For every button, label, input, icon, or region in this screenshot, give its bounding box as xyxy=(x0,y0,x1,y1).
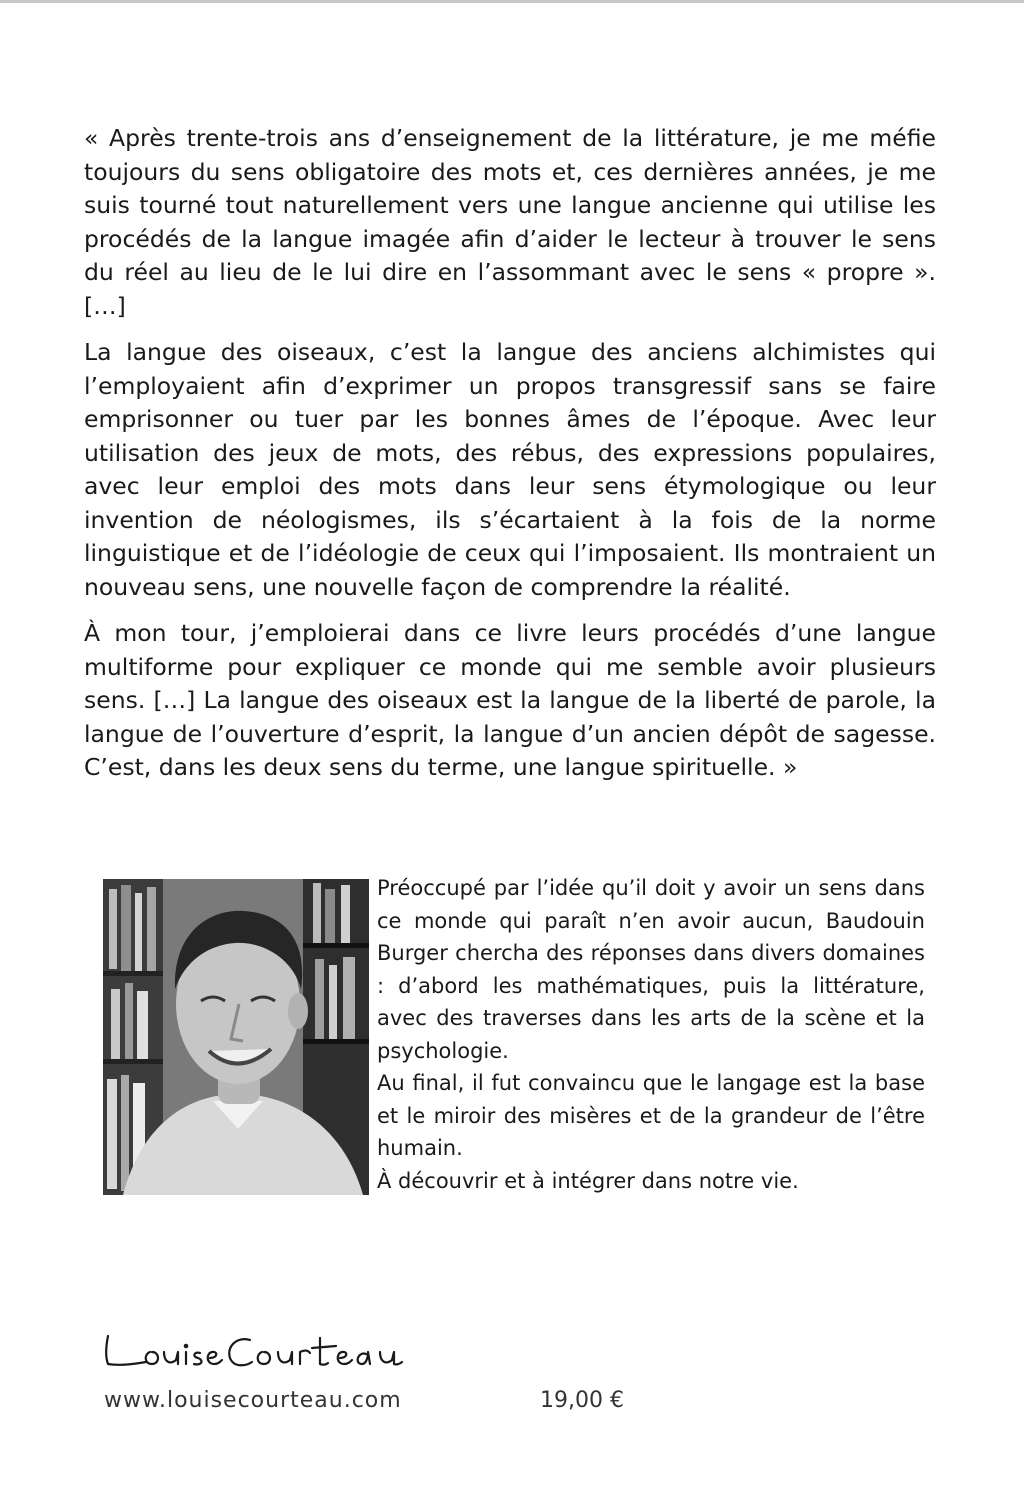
top-edge-rule xyxy=(0,0,1024,3)
author-bio xyxy=(377,872,925,1197)
quote-paragraph-2: La langue des oiseaux, c’est la langue des anciens alchimistes qui l’employaient afin d’exprimer un propos transgressif sans se faire emprisonner ou tuer par les bonnes âmes de l’époque. Avec leur utilisation des jeux de mots, des rébus, des expressions populaires, avec leur emploi des mots dans leur sens étymologique ou leur invention de néologismes, ils s’écartaient à la fois de la norme linguistique et de l’idéologie de ceux qui l’imposaient. Ils montraient un nouveau sens, une nouvelle façon de comprendre la réalité. xyxy=(84,338,936,601)
back-cover-quote xyxy=(84,122,936,798)
bio-paragraph-3: À découvrir et à intégrer dans notre vie. xyxy=(377,1168,799,1193)
bio-paragraph-2: Au final, il fut convaincu que le langage est la base et le miroir des misères et de la grandeur de l’être humain. xyxy=(377,1071,925,1160)
signature-icon xyxy=(100,1318,430,1378)
author-portrait-image xyxy=(103,879,369,1195)
quote-paragraph-3: À mon tour, j’emploierai dans ce livre leurs procédés d’une langue multiforme pour expliquer ce monde qui me semble avoir plusieurs sens. […] La langue des oiseaux est la langue de la liberté de parole, la langue de l’ouverture d’esprit, la langue d’un ancien dépôt de sagesse. C’est, dans les deux sens du terme, une langue spirituelle. » xyxy=(84,619,936,781)
author-photo xyxy=(103,879,369,1195)
bio-paragraph-1: Préoccupé par l’idée qu’il doit y avoir un sens dans ce monde qui paraît n’en avoir aucun, Baudouin Burger chercha des réponses dans divers domaines : d’abord les mathématiques, puis la littérature, avec des traverses dans les arts de la scène et la psychologie. xyxy=(377,876,925,1063)
quote-paragraph-1: « Après trente-trois ans d’enseignement de la littérature, je me méfie toujours du sens obligatoire des mots et, ces dernières années, je me suis tourné tout naturellement vers une langue ancienne qui utilise les procédés de la langue imagée afin d’aider le lecteur à trouver le sens du réel au lieu de le lui dire en l’assommant avec le sens « propre ». […] xyxy=(84,124,936,320)
book-price: 19,00 € xyxy=(540,1388,624,1413)
publisher-website: www.louisecourteau.com xyxy=(104,1388,402,1413)
publisher-signature-logo xyxy=(100,1318,430,1378)
